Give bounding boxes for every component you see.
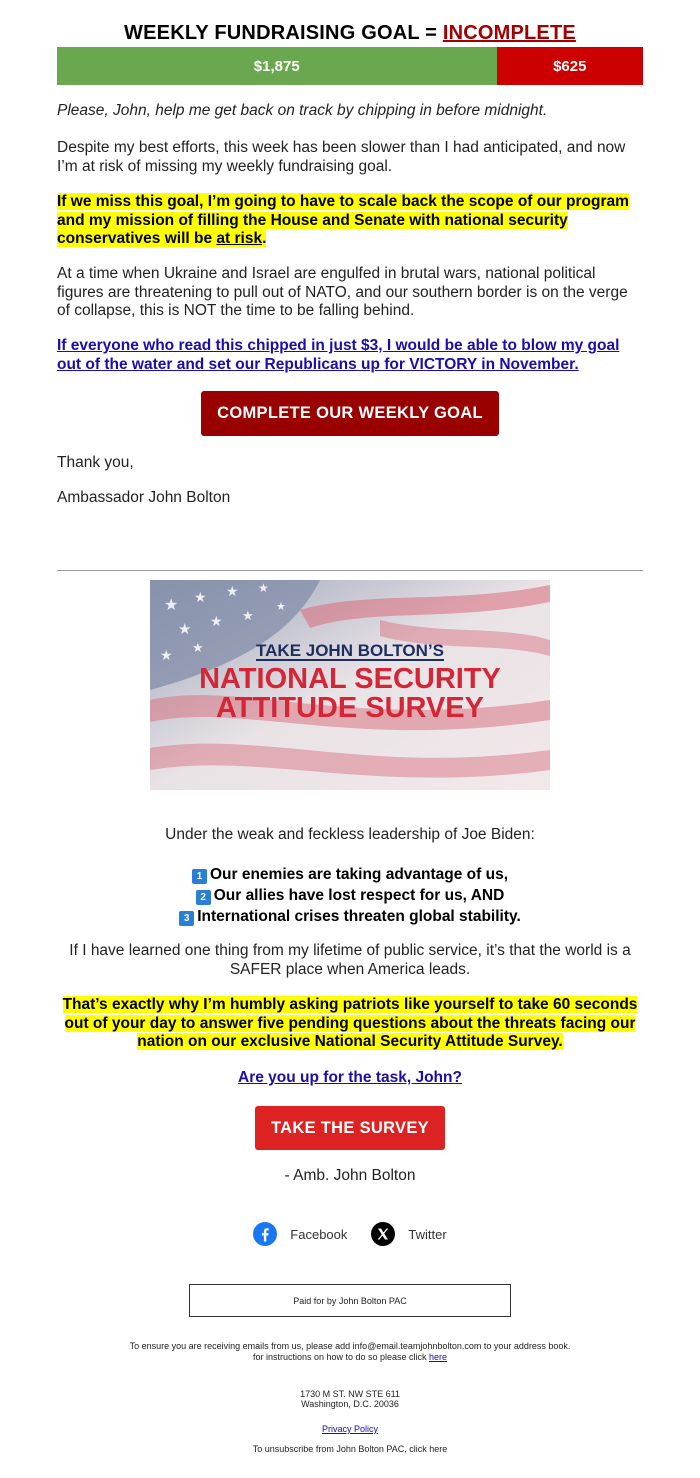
goal-status: INCOMPLETE: [442, 22, 576, 44]
list-item: [57, 864, 643, 885]
goal-remaining-segment: $625: [497, 47, 644, 85]
banner-line-1: TAKE JOHN BOLTON’S: [256, 641, 444, 660]
banner-line-2: NATIONAL SECURITY: [199, 663, 501, 695]
paragraph-2: At a time when Ukraine and Israel are engulfed in brutal wars, national political figures are threatening to pull out of NATO, and our southern border is on the verge of collapse, this is NOT the time to be falling behind.: [57, 265, 628, 319]
paragraph-1: Despite my best efforts, this week has been slower than I had anticipated, and now I’m at risk of missing my weekly fundraising goal.: [57, 139, 626, 175]
highlight-text-b: at risk: [216, 230, 263, 247]
twitter-label: Twitter: [408, 1226, 447, 1242]
highlight-text-c: .: [262, 230, 267, 247]
ensure-text: To ensure you are receiving emails from us, please add info@email.teamjohnbolton.com to your address book.: [129, 1341, 571, 1351]
flag-background: [150, 580, 550, 790]
survey-question-link[interactable]: Are you up for the task, John?: [238, 1069, 462, 1086]
survey-list: [57, 864, 643, 927]
take-survey-button[interactable]: TAKE THE SURVEY: [255, 1106, 445, 1150]
privacy-policy: [0, 1424, 700, 1435]
survey-signoff: - Amb. John Bolton: [284, 1167, 416, 1184]
survey-paragraph: If I have learned one thing from my lifetime of public service, it’s that the world is a SAFER place when America leads.: [69, 942, 631, 978]
unsubscribe-text[interactable]: To unsubscribe from John Bolton PAC, click here: [252, 1444, 448, 1454]
svg-text:★: ★: [178, 621, 192, 638]
goal-raised-segment: $1,875: [57, 47, 497, 85]
instructions-text: [0, 1352, 700, 1363]
facebook-link[interactable]: [253, 1222, 347, 1246]
list-item: [57, 906, 643, 927]
highlight-paragraph: [57, 193, 643, 249]
survey-highlight: [57, 996, 643, 1052]
list-item: [57, 885, 643, 906]
banner-line-3: ATTITUDE SURVEY: [215, 692, 485, 724]
svg-text:★: ★: [192, 640, 204, 655]
survey-banner[interactable]: [150, 580, 550, 790]
divider: [57, 570, 643, 571]
twitter-link[interactable]: [371, 1222, 446, 1246]
facebook-label: Facebook: [290, 1226, 348, 1242]
instructions-here-link[interactable]: here: [429, 1352, 448, 1362]
social-links: [0, 1222, 700, 1246]
goal-progress-bar: [57, 47, 643, 85]
intro-text: Please, John, help me get back on track by chipping in before midnight.: [57, 102, 548, 119]
closing-text: Thank you,: [57, 454, 134, 471]
list-item-text: International crises threaten global stability.: [197, 908, 521, 925]
list-item-text: Our allies have lost respect for us, AND: [213, 887, 505, 904]
complete-goal-button[interactable]: COMPLETE OUR WEEKLY GOAL: [201, 391, 499, 436]
svg-text:★: ★: [226, 583, 239, 599]
address-line-2: Washington, D.C. 20036: [301, 1399, 399, 1409]
x-twitter-icon: [371, 1222, 395, 1246]
survey-highlight-text: That’s exactly why I’m humbly asking patriots like yourself to take 60 seconds out of your day to answer five pending questions about the threats facing our nation on our exclusive National Security Attitude Survey.: [62, 996, 638, 1050]
svg-text:★: ★: [194, 589, 207, 605]
svg-text:★: ★: [242, 608, 254, 623]
survey-lead: Under the weak and feckless leadership of Joe Biden:: [165, 826, 535, 843]
svg-text:★: ★: [210, 613, 223, 629]
signature-text: Ambassador John Bolton: [57, 489, 231, 506]
number-1-icon: 1: [192, 869, 207, 884]
list-item-text: Our enemies are taking advantage of us,: [209, 866, 509, 883]
instructions-label: for instructions on how to do so please click: [252, 1352, 430, 1362]
svg-text:★: ★: [164, 597, 179, 614]
address-line-1: 1730 M ST. NW STE 611: [300, 1389, 400, 1399]
paid-for-box: Paid for by John Bolton PAC: [189, 1284, 511, 1317]
svg-text:★: ★: [276, 601, 286, 613]
highlight-text-a: If we miss this goal, I’m going to have to scale back the scope of our program and my mission of filling the House and Senate with national security conservatives will be: [57, 193, 629, 247]
svg-text:★: ★: [160, 647, 173, 663]
goal-title: [0, 22, 700, 45]
number-3-icon: 3: [179, 911, 194, 926]
donate-link[interactable]: If everyone who read this chipped in just $3, I would be able to blow my goal out of the water and set our Republicans up for VICTORY in November.: [57, 337, 620, 373]
number-2-icon: 2: [196, 890, 211, 905]
goal-title-prefix: WEEKLY FUNDRAISING GOAL =: [124, 22, 443, 44]
donate-link-paragraph: [57, 337, 643, 374]
svg-text:★: ★: [258, 581, 269, 595]
privacy-policy-link[interactable]: Privacy Policy: [321, 1424, 378, 1434]
facebook-icon: [253, 1222, 277, 1246]
survey-question: [57, 1069, 643, 1088]
